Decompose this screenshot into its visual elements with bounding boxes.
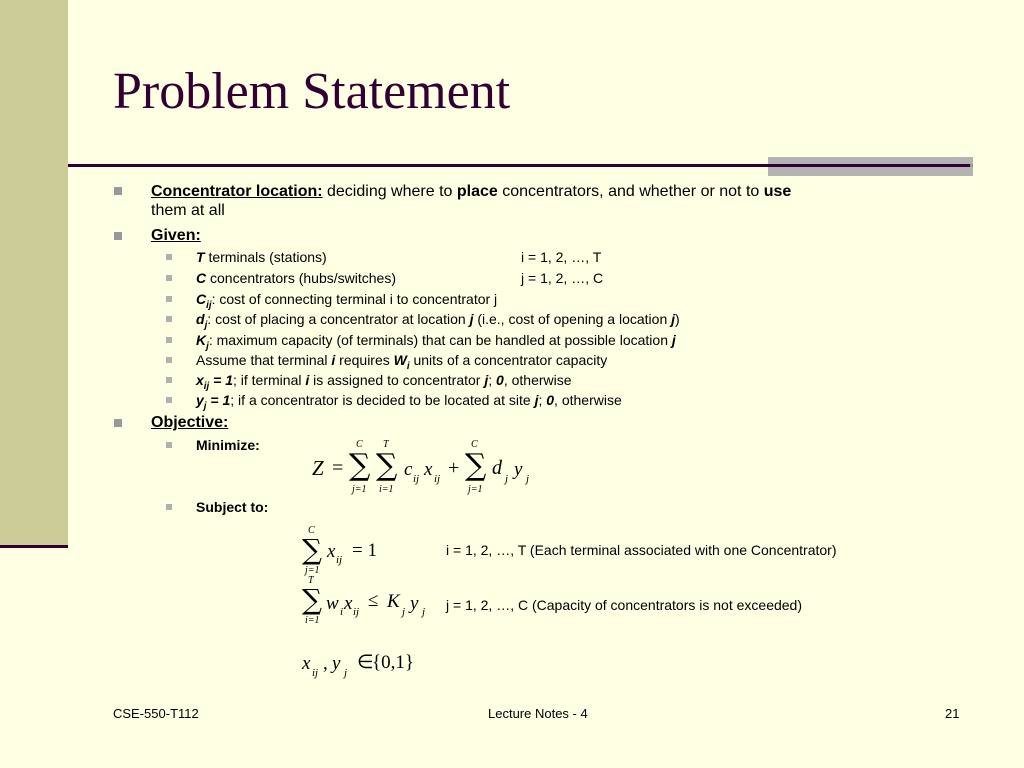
text: ; <box>538 392 547 408</box>
given-item-terminals-range: i = 1, 2, …, T <box>521 249 602 265</box>
sub-bullet-square-icon <box>166 275 172 281</box>
eq-x: x <box>424 459 433 480</box>
eq-comma: , <box>323 653 328 674</box>
sigma-icon: ∑ <box>376 448 398 483</box>
given-label: Given: <box>151 227 201 244</box>
text: is assigned to concentrator <box>309 372 485 388</box>
bullet-concentrator-location <box>151 184 791 200</box>
sum-lower: j=1 <box>468 484 483 495</box>
eq-w: w <box>326 593 339 614</box>
constraint-capacity-note: j = 1, 2, …, C (Capacity of concentrators is not exceeded) <box>446 597 803 613</box>
sum-lower: j=1 <box>305 565 320 576</box>
text: ; if terminal <box>233 372 306 388</box>
given-item-capacity <box>196 332 676 352</box>
left-decorative-band <box>0 0 68 548</box>
eq-less-equal: ≤ <box>368 590 379 611</box>
sum-lower: j=1 <box>352 484 367 495</box>
minimize-label: Minimize: <box>196 437 260 453</box>
footer-course-code: CSE-550-T112 <box>113 706 199 721</box>
bullet-square-icon <box>114 187 122 195</box>
sub-bullet-square-icon <box>166 377 172 383</box>
title-rule <box>68 164 970 167</box>
eq-x-subscript: ij <box>312 667 319 679</box>
eq-y: y <box>514 459 523 480</box>
sigma-icon: ∑ <box>349 448 371 483</box>
eq-x-subscript: ij <box>336 554 343 566</box>
sum-upper: T <box>308 575 314 586</box>
sub-bullet-square-icon <box>166 357 172 363</box>
eq-w-subscript: i <box>340 606 344 618</box>
symbol: T <box>196 249 205 265</box>
symbol: y <box>196 392 204 408</box>
sum-upper: C <box>471 439 478 450</box>
given-item-x-variable <box>196 372 572 392</box>
left-band-underline <box>0 545 68 548</box>
symbol: j <box>484 372 489 388</box>
eq-y-subscript: j <box>422 606 426 618</box>
bullet-continuation: them at all <box>151 202 225 219</box>
eq-x: x <box>327 541 336 562</box>
sub-bullet-square-icon <box>166 316 172 322</box>
eq-y-subscript: j <box>526 473 530 485</box>
eq-k-subscript: j <box>402 606 406 618</box>
eq-y: y <box>332 653 341 674</box>
eq-x-subscript: ij <box>353 606 360 618</box>
subscript: j <box>206 341 209 352</box>
footer-lecture-notes: Lecture Notes - 4 <box>488 706 588 721</box>
slide-title: Problem Statement <box>113 63 511 120</box>
constraint-capacity <box>300 576 440 632</box>
objective-label: Objective: <box>151 414 229 431</box>
text: , otherwise <box>554 392 622 408</box>
sigma-icon: ∑ <box>302 533 322 566</box>
symbol: j <box>469 311 474 327</box>
sum-upper: C <box>356 439 363 450</box>
constraint-binary <box>300 650 440 682</box>
subscript: j <box>203 401 207 412</box>
text: concentrators (hubs/switches) <box>206 270 396 286</box>
eq-c: c <box>404 459 413 480</box>
symbol: K <box>196 332 207 348</box>
eq-equals: = <box>332 457 344 479</box>
symbol: C <box>196 291 207 307</box>
symbol: W <box>393 352 407 368</box>
subscript: j <box>204 320 208 331</box>
text: Assume that terminal <box>196 352 332 368</box>
eq-binary-set: {0,1} <box>372 652 414 673</box>
symbol: d <box>196 311 205 327</box>
sub-bullet-square-icon <box>166 504 172 510</box>
symbol: = 1 <box>209 372 233 388</box>
eq-y: y <box>410 593 419 614</box>
subscript: i <box>406 361 410 372</box>
given-item-concentrators <box>196 271 396 285</box>
eq-d-subscript: j <box>505 473 509 485</box>
symbol: j <box>671 332 676 348</box>
constraint-assignment-note: i = 1, 2, …, T (Each terminal associated with one Concentrator) <box>446 542 837 558</box>
sum-upper: T <box>383 439 389 450</box>
text: ; <box>488 372 497 388</box>
footer-page-number: 21 <box>945 706 960 721</box>
given-item-concentrators-range: j = 1, 2, …, C <box>521 270 604 286</box>
symbol: i <box>331 352 336 368</box>
sub-bullet-square-icon <box>166 337 172 343</box>
given-item-placing-cost <box>196 311 680 331</box>
text: deciding where to <box>322 183 457 200</box>
symbol: = 1 <box>206 392 231 408</box>
sum-upper: C <box>308 525 315 536</box>
sum-lower: i=1 <box>379 484 394 495</box>
text: terminals (stations) <box>204 249 327 265</box>
text: concentrators, and whether or not to <box>497 183 764 200</box>
text: requires <box>335 352 394 368</box>
given-heading <box>151 228 201 244</box>
subject-to-label: Subject to: <box>196 499 269 515</box>
text: ; if a concentrator is decided to be located at site <box>230 392 535 408</box>
symbol: x <box>196 372 204 388</box>
bullet-square-icon <box>114 232 122 240</box>
objective-equation <box>300 436 560 500</box>
eq-y-subscript: j <box>344 667 348 679</box>
eq-x-subscript: ij <box>434 473 441 485</box>
symbol: 0 <box>546 392 555 408</box>
symbol: i <box>305 372 310 388</box>
sub-bullet-square-icon <box>166 397 172 403</box>
symbol: j <box>534 392 539 408</box>
constraint-assignment <box>300 524 420 580</box>
text: : maximum capacity (of terminals) that can be handled at possible location <box>208 332 672 348</box>
subscript: ij <box>203 381 210 392</box>
eq-x: x <box>302 653 311 674</box>
text: : cost of connecting terminal i to concentrator j <box>211 291 498 307</box>
text: : cost of placing a concentrator at location <box>207 311 470 327</box>
eq-rhs: = 1 <box>352 540 377 561</box>
eq-plus: + <box>448 457 460 479</box>
term-label: Concentrator location: <box>151 183 323 200</box>
sigma-icon: ∑ <box>465 448 487 483</box>
given-item-connect-cost <box>196 291 498 311</box>
given-item-requirement <box>196 352 608 372</box>
sub-bullet-square-icon <box>166 442 172 448</box>
symbol: C <box>196 270 207 286</box>
sub-bullet-square-icon <box>166 254 172 260</box>
eq-element-of: ∈ <box>357 652 374 673</box>
eq-z: Z <box>312 456 324 480</box>
sum-lower: i=1 <box>305 615 320 626</box>
eq-c-subscript: ij <box>413 473 420 485</box>
text: ) <box>675 311 680 327</box>
text: (i.e., cost of opening a location <box>473 311 672 327</box>
keyword: use <box>763 183 792 200</box>
eq-d: d <box>492 457 502 479</box>
eq-x: x <box>344 593 353 614</box>
given-item-y-variable <box>196 392 622 412</box>
text: units of a concentrator capacity <box>409 352 608 368</box>
eq-k: K <box>387 591 400 612</box>
sub-bullet-square-icon <box>166 296 172 302</box>
symbol: j <box>671 311 676 327</box>
subscript: ij <box>206 300 212 311</box>
symbol: 0 <box>496 372 504 388</box>
sigma-icon: ∑ <box>302 583 322 616</box>
bullet-square-icon <box>114 419 122 427</box>
objective-heading <box>151 415 228 431</box>
given-item-terminals <box>196 250 327 264</box>
text: , otherwise <box>503 372 572 388</box>
keyword: place <box>456 183 498 200</box>
